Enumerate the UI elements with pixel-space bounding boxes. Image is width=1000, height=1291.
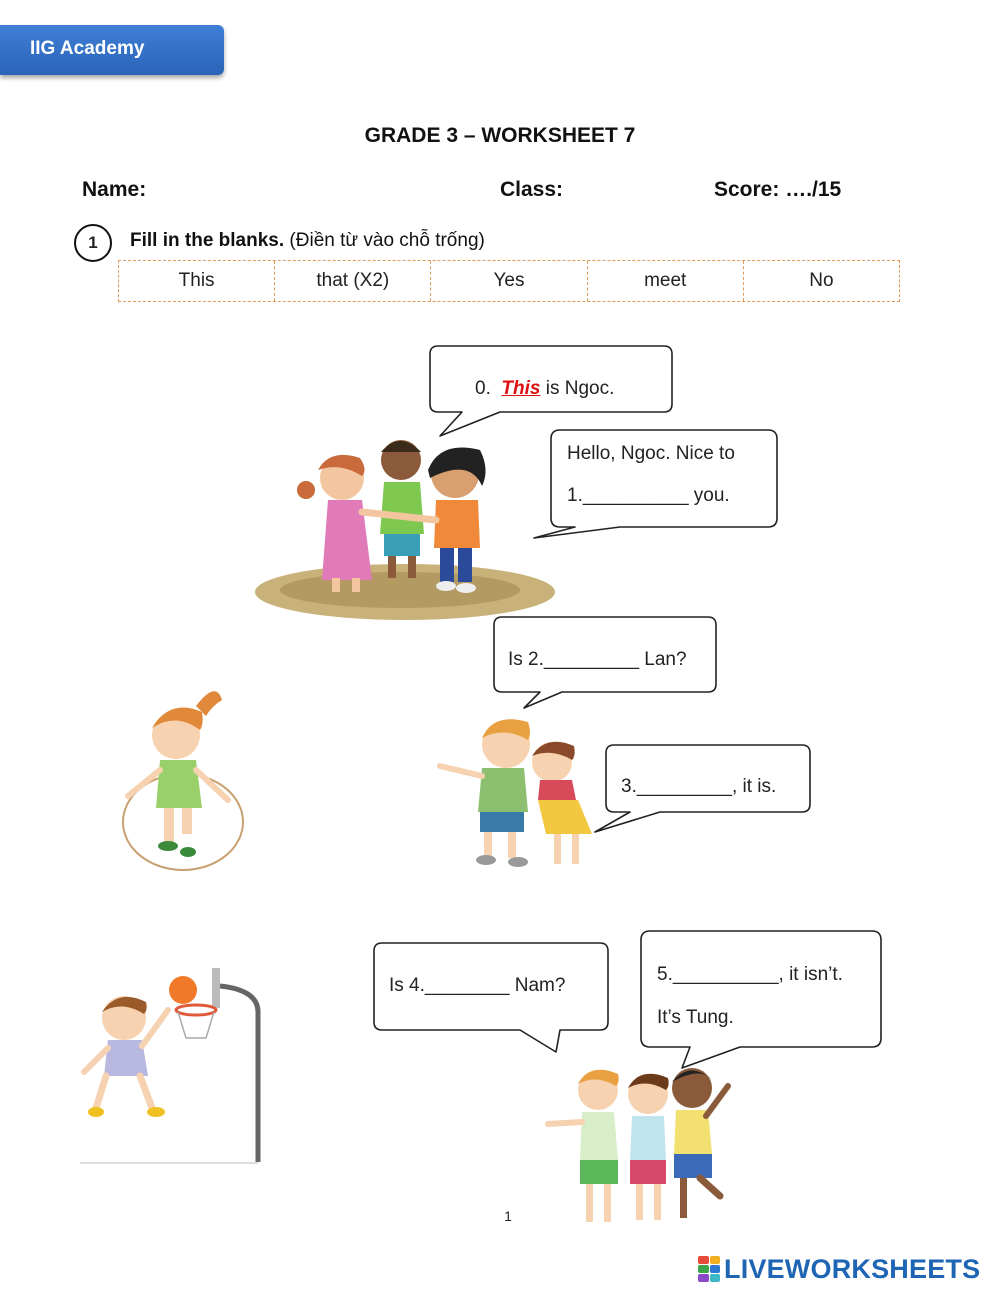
word-bank-item: Yes — [431, 261, 587, 301]
bubble-1-line-1: Hello, Ngoc. Nice to — [567, 443, 735, 464]
three-boys-illustration — [548, 1068, 728, 1222]
academy-tab: IIG Academy — [0, 25, 224, 75]
word-bank-item: No — [809, 270, 834, 291]
name-label: Name: — [82, 178, 147, 201]
exercise-number: 1 — [74, 224, 112, 262]
word-bank-item: meet — [588, 261, 744, 301]
liveworksheets-logo-text: LIVEWORKSHEETS — [724, 1253, 981, 1284]
speech-bubble-5 — [641, 931, 881, 1068]
three-kids-meeting-illustration — [255, 440, 555, 620]
bubble-5-line-2: It’s Tung. — [657, 1007, 734, 1028]
bubble-3-text: 3._________, it is. — [621, 776, 777, 797]
boy-playing-basketball-illustration — [80, 968, 258, 1163]
word-bank-item: This — [119, 261, 275, 301]
speech-bubble-4 — [374, 943, 608, 1052]
class-label: Class: — [500, 178, 564, 201]
page-number: 1 — [504, 1208, 512, 1224]
instruction-bold: Fill in the blanks. — [130, 230, 285, 251]
bubble-0-suffix: is Ngoc. — [545, 378, 615, 399]
bubble-4-text: Is 4.________ Nam? — [389, 975, 566, 996]
instruction-note: (Điền từ vào chỗ trống) — [289, 230, 485, 251]
bubble-0-text — [475, 378, 614, 400]
bubble-0-prefix: 0. — [475, 378, 491, 399]
bubble-5-line-1: 5.__________, it isn’t. — [657, 964, 843, 985]
score-label: Score: …./15 — [714, 178, 842, 201]
bubble-1-line-2: 1.__________ you. — [567, 485, 730, 506]
bubble-2-text: Is 2._________ Lan? — [508, 649, 687, 670]
girl-jumping-rope-illustration — [123, 691, 243, 870]
word-bank-item: that (X2) — [275, 261, 431, 301]
liveworksheets-logo — [698, 1254, 980, 1284]
boy-and-girl-pointing-illustration — [440, 719, 592, 867]
example-answer: This — [501, 378, 541, 399]
liveworksheets-logo-icon — [698, 1256, 720, 1282]
worksheet-title: GRADE 3 – WORKSHEET 7 — [364, 124, 636, 147]
